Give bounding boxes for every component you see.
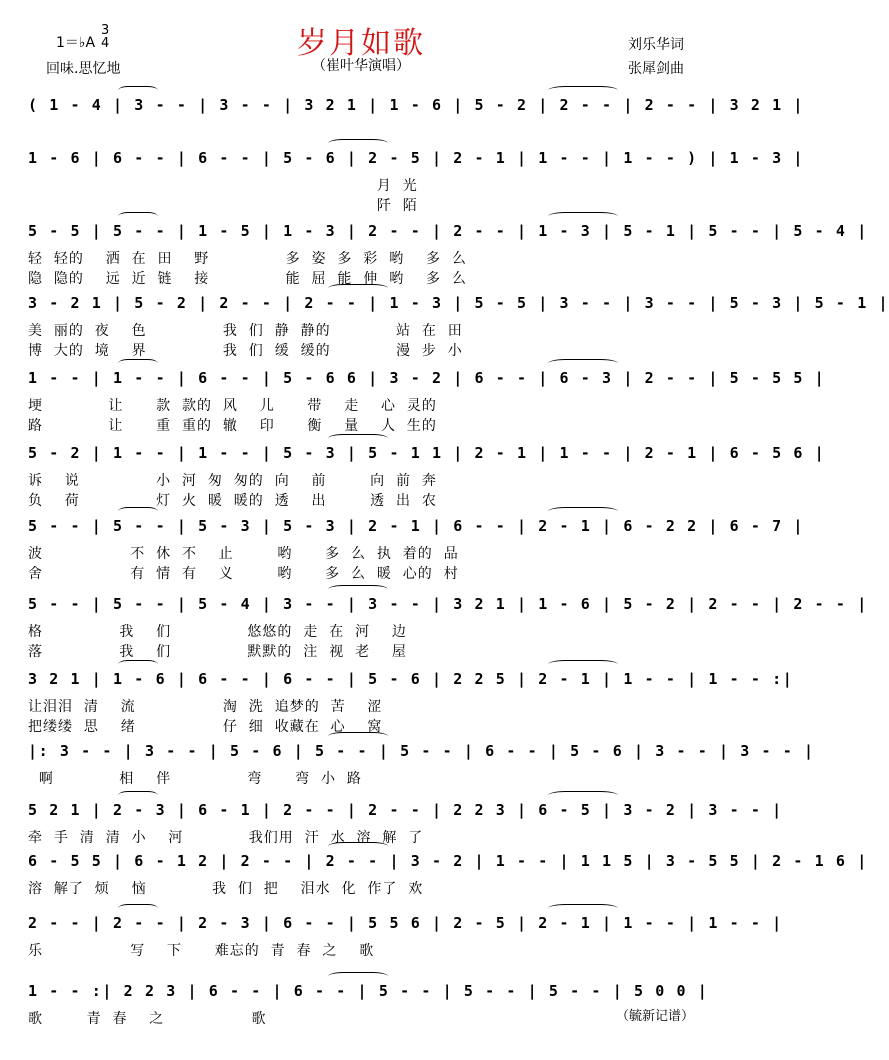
note-line: 5 2 1 | 2 - 3 | 6 - 1 | 2 - - | 2 - - | 2 2 3 | 6 - 5 | 3 - 2 | 3 - - | xyxy=(28,801,783,819)
note-line: 1 - - :| 2 2 3 | 6 - - | 6 - - | 5 - - | 5 - - | 5 - - | 5 0 0 | xyxy=(28,982,709,1000)
transcriber-credit: （毓新记谱） xyxy=(615,1009,694,1024)
song-title: 岁月如歌 xyxy=(297,26,425,61)
note-line: ( 1 - 4 | 3 - - | 3 - - | 3 2 1 | 1 - 6 | 5 - 2 | 2 - - | 2 - - | 3 2 1 | xyxy=(28,96,805,114)
lyric-line-1: 让泪泪 清 流 淘 洗 追梦的 苦 涩 xyxy=(28,699,383,715)
slur-mark xyxy=(328,434,388,443)
score-row xyxy=(28,848,868,908)
score-row xyxy=(28,978,709,1038)
score-row xyxy=(28,591,868,660)
lyric-line-1: 乐 写 下 难忘的 青 春 之 歌 xyxy=(28,943,375,959)
slur-mark xyxy=(328,972,388,981)
note-line: 1 - 6 | 6 - - | 6 - - | 5 - 6 | 2 - 5 | 2 - 1 | 1 - - | 1 - - ) | 1 - 3 | xyxy=(28,149,805,167)
lyric-line-1: 啊 相 伴 弯 弯 小 路 xyxy=(28,771,362,787)
lyric-line-2: 负 荷 灯 火 暖 暖的 透 出 透 出 农 xyxy=(28,493,437,509)
score-row xyxy=(28,910,783,970)
lyric-line-1: 埂 让 款 款的 风 儿 带 走 心 灵的 xyxy=(28,398,437,414)
lyric-line-1: 诉 说 小 河 匆 匆的 向 前 向 前 奔 xyxy=(28,473,437,489)
slur-mark xyxy=(328,284,388,293)
slur-mark xyxy=(328,732,388,741)
note-line: 5 - 5 | 5 - - | 1 - 5 | 1 - 3 | 2 - - | 2 - - | 1 - 3 | 5 - 1 | 5 - - | 5 - 4 | xyxy=(28,222,868,240)
slur-mark xyxy=(548,212,618,221)
score-row xyxy=(28,513,805,582)
lyric-line-1: 歌 青 春 之 歌 xyxy=(28,1011,267,1027)
note-line: 6 - 5 5 | 6 - 1 2 | 2 - - | 2 - - | 3 - 2 | 1 - - | 1 1 5 | 3 - 5 5 | 2 - 1 6 | xyxy=(28,852,868,870)
slur-mark xyxy=(118,904,158,913)
lyric-line-1: 美 丽的 夜 色 我 们 静 静的 站 在 田 xyxy=(28,323,463,339)
slur-mark xyxy=(548,507,618,516)
score-row xyxy=(28,365,826,434)
note-line: |: 3 - - | 3 - - | 5 - 6 | 5 - - | 5 - - | 6 - - | 5 - 6 | 3 - - | 3 - - | xyxy=(28,742,815,760)
lyric-line-2: 落 我 们 默默的 注 视 老 屋 xyxy=(28,644,407,660)
time-signature xyxy=(101,24,109,50)
lyric-line-2: 路 让 重 重的 辙 印 衡 量 人 生的 xyxy=(28,418,437,434)
time-signature-bottom: 4 xyxy=(101,36,110,51)
slur-mark xyxy=(328,842,388,851)
note-line: 3 - 2 1 | 5 - 2 | 2 - - | 2 - - | 1 - 3 | 5 - 5 | 3 - - | 3 - - | 5 - 3 | 5 - 1 | xyxy=(28,294,889,312)
note-line: 2 - - | 2 - - | 2 - 3 | 6 - - | 5 5 6 | 2 - 5 | 2 - 1 | 1 - - | 1 - - | xyxy=(28,914,783,932)
song-subtitle: （崔叶华演唱） xyxy=(312,58,410,74)
slur-mark xyxy=(548,359,618,368)
composer: 张犀剑曲 xyxy=(628,61,684,77)
lyric-line-2: 博 大的 境 界 我 们 缓 缓的 漫 步 小 xyxy=(28,343,463,359)
lyric-line-1: 波 不 休 不 止 哟 多 么 执 着的 品 xyxy=(28,546,459,562)
slur-mark xyxy=(118,86,158,95)
time-signature-top: 3 xyxy=(101,23,110,38)
lyric-line-1: 轻 轻的 洒 在 田 野 多 姿 多 彩 哟 多 么 xyxy=(28,251,467,267)
key-signature: 1＝♭A xyxy=(56,35,96,51)
slur-mark xyxy=(118,507,158,516)
slur-mark xyxy=(118,791,158,800)
score-row xyxy=(28,218,868,287)
slur-mark xyxy=(548,904,618,913)
slur-mark xyxy=(548,86,618,95)
slur-mark xyxy=(328,139,388,148)
lyric-line-1: 溶 解了 烦 恼 我 们 把 泪水 化 作了 欢 xyxy=(28,881,424,897)
slur-mark xyxy=(118,359,158,368)
note-line: 5 - 2 | 1 - - | 1 - - | 5 - 3 | 5 - 1 1 | 2 - 1 | 1 - - | 2 - 1 | 6 - 5 6 | xyxy=(28,444,826,462)
score-row xyxy=(28,440,826,509)
lyric-line-2: 隐 隐的 远 近 链 接 能 屈 能 伸 哟 多 么 xyxy=(28,271,467,287)
lyric-line-2: 舍 有 情 有 义 哟 多 么 暖 心的 村 xyxy=(28,566,459,582)
score-row xyxy=(28,666,794,735)
note-line: 5 - - | 5 - - | 5 - 4 | 3 - - | 3 - - | 3 2 1 | 1 - 6 | 5 - 2 | 2 - - | 2 - - | xyxy=(28,595,868,613)
slur-mark xyxy=(118,212,158,221)
lyric-line-1: 格 我 们 悠悠的 走 在 河 边 xyxy=(28,624,407,640)
slur-mark xyxy=(328,585,388,594)
lyric-line-2: 阡 陌 xyxy=(28,198,418,214)
score-row xyxy=(28,145,805,214)
lyric-line-1: 月 光 xyxy=(28,178,418,194)
note-line: 3 2 1 | 1 - 6 | 6 - - | 6 - - | 5 - 6 | 2 2 5 | 2 - 1 | 1 - - | 1 - - :| xyxy=(28,670,794,688)
slur-mark xyxy=(548,660,618,669)
note-line: 5 - - | 5 - - | 5 - 3 | 5 - 3 | 2 - 1 | 6 - - | 2 - 1 | 6 - 2 2 | 6 - 7 | xyxy=(28,517,805,535)
lyric-line-2: 把缕缕 思 绪 仔 细 收藏在 心 窝 xyxy=(28,719,383,735)
score-row xyxy=(28,290,889,359)
lyricist: 刘乐华词 xyxy=(628,37,684,53)
score-row xyxy=(28,738,815,798)
slur-mark xyxy=(118,660,158,669)
lyric-line-1: 牵 手 清 清 小 河 我们用 汗 水 溶 解 了 xyxy=(28,830,424,846)
performance-style: 回味.思忆地 xyxy=(46,61,121,77)
note-line: 1 - - | 1 - - | 6 - - | 5 - 6 6 | 3 - 2 | 6 - - | 6 - 3 | 2 - - | 5 - 5 5 | xyxy=(28,369,826,387)
slur-mark xyxy=(548,791,618,800)
